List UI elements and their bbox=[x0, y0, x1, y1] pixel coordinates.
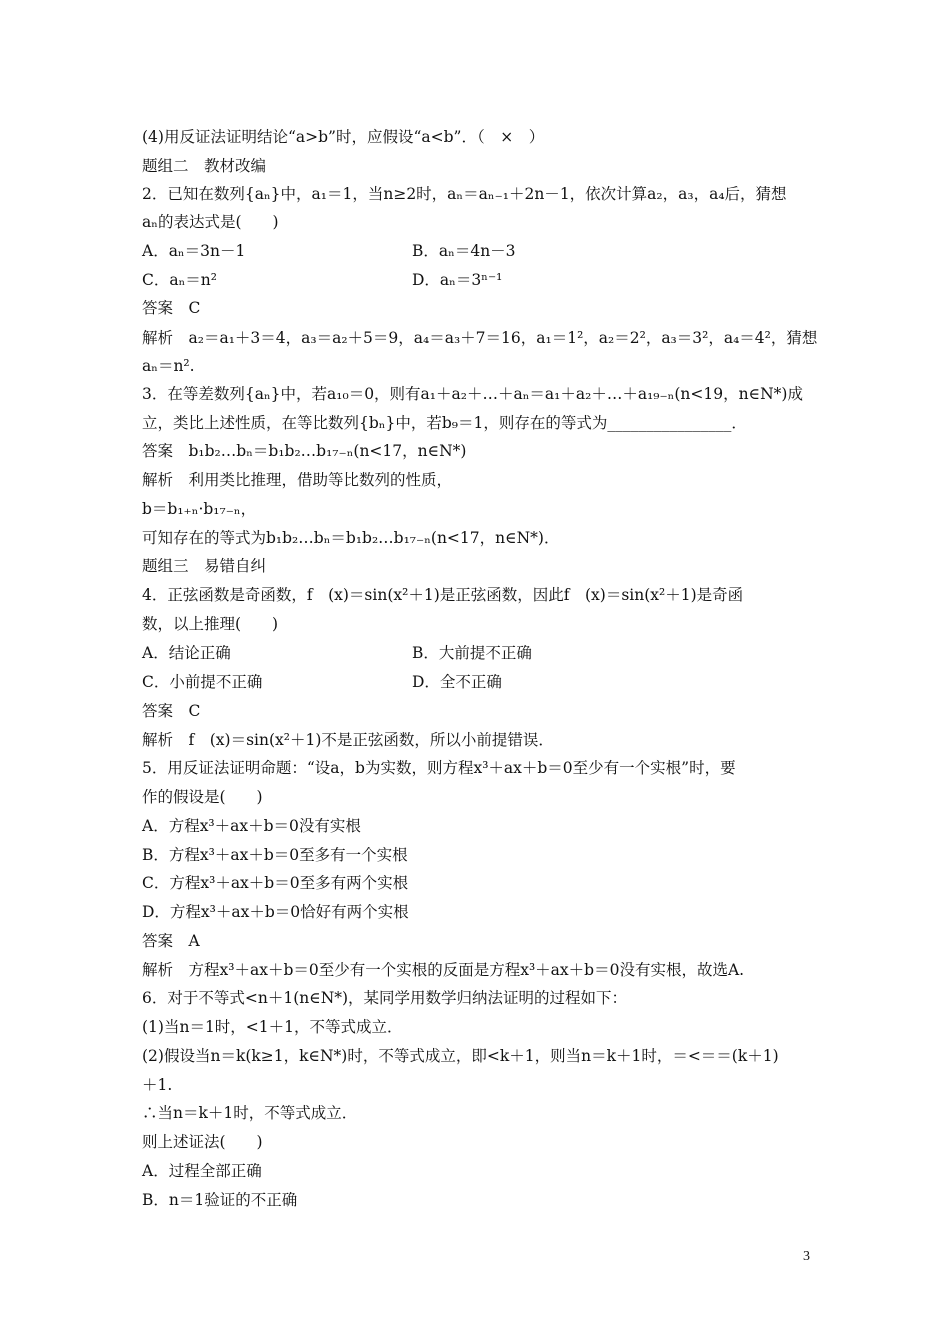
proof-step: ＋1. bbox=[142, 1076, 173, 1094]
option-b: B．大前提不正确 bbox=[412, 644, 532, 662]
question-text: 立，类比上述性质，在等比数列{bₙ}中，若b₉＝1，则存在的等式为________________． bbox=[142, 414, 747, 432]
option-a: A．过程全部正确 bbox=[142, 1162, 262, 1180]
proof-step: (2)假设当n＝k(k≥1，k∈N*)时，不等式成立，即<k＋1，则当n＝k＋1时，＝<＝＝(k＋1) bbox=[142, 1047, 779, 1065]
page-number: 3 bbox=[803, 1249, 810, 1264]
section-heading: 题组二 教材改编 bbox=[142, 157, 267, 175]
option-a: A．结论正确 bbox=[142, 644, 231, 662]
option-a: A．方程x³＋ax＋b＝0没有实根 bbox=[142, 817, 361, 835]
question-text: 数，以上推理( ) bbox=[142, 615, 279, 633]
option-d: D．aₙ＝3ⁿ⁻¹ bbox=[412, 271, 503, 289]
text-line: (4)用反证法证明结论“a>b”时，应假设“a<b”．（ × ） bbox=[142, 128, 545, 146]
option-c: C．方程x³＋ax＋b＝0至多有两个实根 bbox=[142, 874, 409, 892]
analysis: aₙ＝n². bbox=[142, 357, 195, 375]
option-a: A．aₙ＝3n－1 bbox=[142, 242, 246, 260]
analysis: 解析 利用类比推理，借助等比数列的性质， bbox=[142, 471, 453, 489]
proof-step: ∴当n＝k＋1时，不等式成立． bbox=[142, 1104, 358, 1122]
question-text: 3．在等差数列{aₙ}中，若a₁₀＝0，则有a₁＋a₂＋…＋aₙ＝a₁＋a₂＋…＋a₁₉₋ₙ(n<19，n∈N*)成 bbox=[142, 385, 803, 403]
question-text: 2．已知在数列{aₙ}中，a₁＝1，当n≥2时，aₙ＝aₙ₋₁＋2n－1，依次计算a₂，a₃，a₄后，猜想 bbox=[142, 185, 787, 203]
question-text: 4．正弦函数是奇函数，f (x)＝sin(x²＋1)是正弦函数，因此f (x)＝sin(x²＋1)是奇函 bbox=[142, 586, 744, 604]
analysis: b＝b₁₊ₙ·b₁₇₋ₙ， bbox=[142, 500, 257, 518]
analysis: 解析 方程x³＋ax＋b＝0至少有一个实根的反面是方程x³＋ax＋b＝0没有实根，故选A. bbox=[142, 961, 745, 979]
question-text: 6．对于不等式<n＋1(n∈N*)，某同学用数学归纳法证明的过程如下： bbox=[142, 989, 628, 1007]
option-d: D．全不正确 bbox=[412, 673, 502, 691]
option-c: C．小前提不正确 bbox=[142, 673, 263, 691]
answer: 答案 C bbox=[142, 299, 201, 317]
answer: 答案 b₁b₂…bₙ＝b₁b₂…b₁₇₋ₙ(n<17，n∈N*) bbox=[142, 442, 467, 460]
answer: 答案 C bbox=[142, 702, 201, 720]
option-d: D．方程x³＋ax＋b＝0恰好有两个实根 bbox=[142, 903, 409, 921]
question-text: 作的假设是( ) bbox=[142, 788, 263, 806]
question-text: aₙ的表达式是( ) bbox=[142, 213, 279, 231]
question-text: 则上述证法( ) bbox=[142, 1133, 263, 1151]
option-b: B．aₙ＝4n－3 bbox=[412, 242, 516, 260]
section-heading: 题组三 易错自纠 bbox=[142, 557, 267, 575]
answer: 答案 A bbox=[142, 932, 200, 950]
proof-step: (1)当n＝1时，<1＋1，不等式成立． bbox=[142, 1018, 403, 1036]
analysis: 解析 f (x)＝sin(x²＋1)不是正弦函数，所以小前提错误． bbox=[142, 731, 554, 749]
question-text: 5．用反证法证明命题：“设a，b为实数，则方程x³＋ax＋b＝0至少有一个实根”时，要 bbox=[142, 759, 736, 777]
analysis: 解析 a₂＝a₁＋3＝4，a₃＝a₂＋5＝9，a₄＝a₃＋7＝16，a₁＝1²，a₂＝2²，a₃＝3²，a₄＝4²，猜想 bbox=[142, 329, 818, 347]
option-c: C．aₙ＝n² bbox=[142, 271, 218, 289]
option-b: B．n＝1验证的不正确 bbox=[142, 1191, 298, 1209]
analysis: 可知存在的等式为b₁b₂…bₙ＝b₁b₂…b₁₇₋ₙ(n<17，n∈N*)． bbox=[142, 529, 560, 547]
option-b: B．方程x³＋ax＋b＝0至多有一个实根 bbox=[142, 846, 408, 864]
